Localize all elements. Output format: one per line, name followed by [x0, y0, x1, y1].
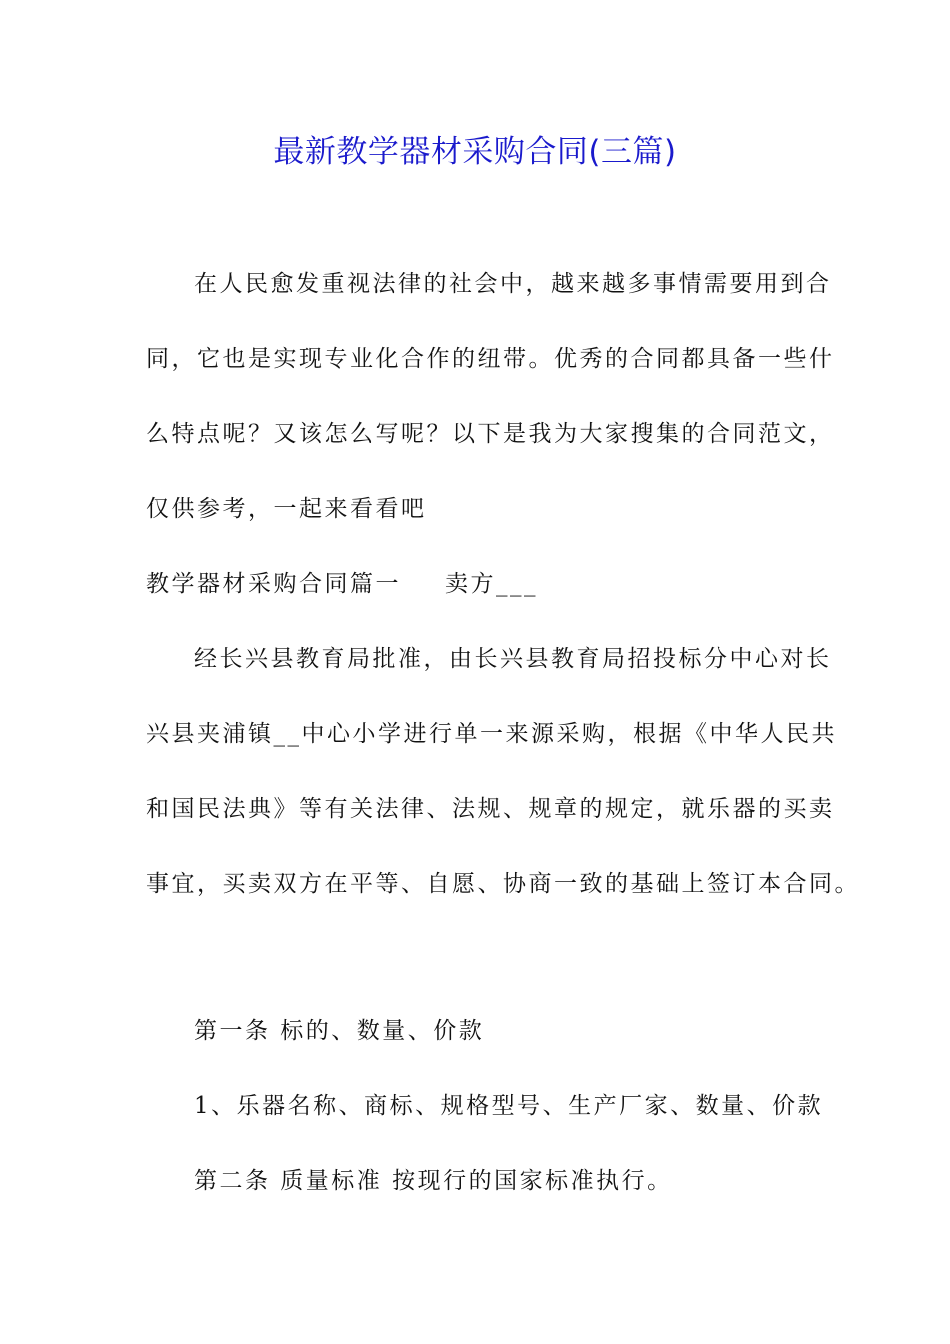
intro-line-4: 仅供参考，一起来看看吧 — [146, 496, 427, 522]
section-heading-row — [146, 568, 538, 600]
body-line-1: 经长兴县教育局批准，由长兴县教育局招投标分中心对长 — [194, 646, 832, 672]
intro-line-1: 在人民愈发重视法律的社会中，越来越多事情需要用到合 — [194, 271, 832, 297]
body-line-4: 事宜，买卖双方在平等、自愿、协商一致的基础上签订本合同。 — [146, 871, 860, 897]
intro-line-3: 么特点呢？又该怎么写呢？以下是我为大家搜集的合同范文， — [146, 421, 835, 447]
body-line-2: 兴县夹浦镇__中心小学进行单一来源采购，根据《中华人民共 — [146, 721, 837, 747]
intro-line-2: 同，它也是实现专业化合作的纽带。优秀的合同都具备一些什 — [146, 346, 835, 372]
clause-1-item-1: 1、乐器名称、商标、规格型号、生产厂家、数量、价款 — [194, 1093, 824, 1119]
body-line-3: 和国民法典》等有关法律、法规、规章的规定，就乐器的买卖 — [146, 796, 835, 822]
section-heading: 教学器材采购合同篇一 — [146, 571, 401, 597]
document-title: 最新教学器材采购合同(三篇) — [273, 134, 677, 170]
clause-1-heading: 第一条 标的、数量、价款 — [194, 1018, 485, 1044]
seller-label: 卖方___ — [445, 571, 538, 597]
clause-2-heading: 第二条 质量标准 按现行的国家标准执行。 — [194, 1168, 673, 1194]
